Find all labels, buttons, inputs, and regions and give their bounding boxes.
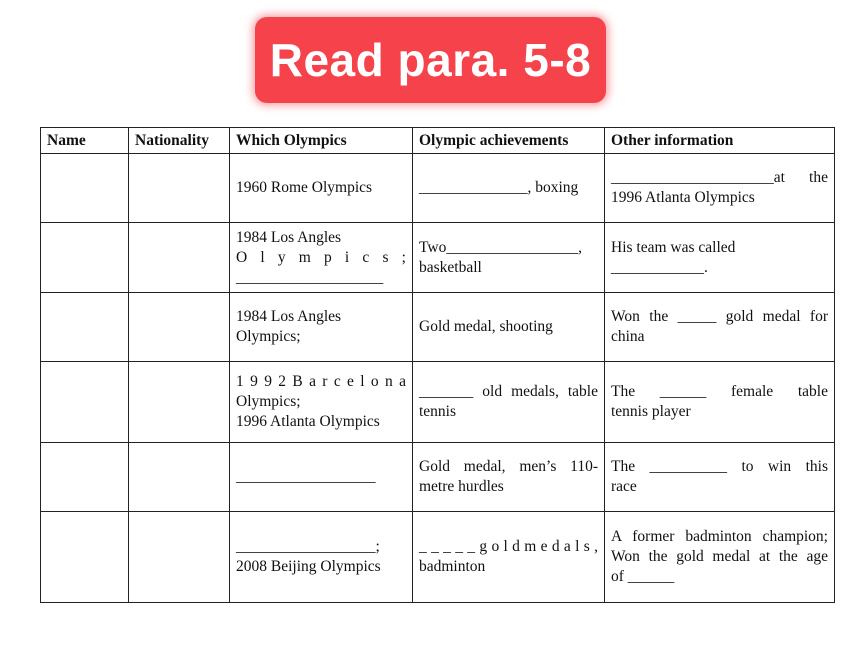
cell-line: ______________, boxing bbox=[419, 179, 579, 196]
name-cell[interactable] bbox=[41, 443, 129, 512]
name-cell[interactable] bbox=[41, 223, 129, 293]
cell-line: tennis player bbox=[611, 403, 691, 420]
cell-line: badminton bbox=[419, 558, 486, 575]
cell-line: metre hurdles bbox=[419, 478, 504, 495]
nationality-cell[interactable] bbox=[129, 443, 230, 512]
which-olympics-cell bbox=[230, 293, 413, 362]
other-info-cell bbox=[605, 443, 835, 512]
nationality-cell[interactable] bbox=[129, 223, 230, 293]
cell-line: 1984 Los Angles bbox=[236, 308, 342, 325]
nationality-cell[interactable] bbox=[129, 293, 230, 362]
header-which-olympics: Which Olympics bbox=[230, 128, 413, 154]
achievements-cell bbox=[413, 293, 605, 362]
cell-line: china bbox=[611, 328, 645, 345]
cell-line: 1 9 9 2 B a r c e l o n a bbox=[236, 373, 406, 390]
achievements-cell bbox=[413, 512, 605, 603]
cell-line: Gold medal, men’s 110- bbox=[419, 458, 598, 475]
cell-line: 1996 Atlanta Olympics bbox=[236, 413, 380, 430]
header-olympic-achievements: Olympic achievements bbox=[413, 128, 605, 154]
table-row bbox=[41, 512, 835, 603]
nationality-cell[interactable] bbox=[129, 154, 230, 223]
cell-line: __________________ bbox=[236, 468, 376, 485]
cell-line: 1960 Rome Olympics bbox=[236, 179, 373, 196]
achievements-cell bbox=[413, 154, 605, 223]
achievements-cell bbox=[413, 443, 605, 512]
table-row bbox=[41, 293, 835, 362]
cell-line: tennis bbox=[419, 403, 457, 420]
other-info-cell bbox=[605, 154, 835, 223]
page-title: Read para. 5-8 bbox=[269, 34, 592, 86]
cell-line: 2008 Beijing Olympics bbox=[236, 558, 381, 575]
which-olympics-cell bbox=[230, 154, 413, 223]
table-row bbox=[41, 362, 835, 443]
nationality-cell[interactable] bbox=[129, 512, 230, 603]
which-olympics-cell bbox=[230, 443, 413, 512]
which-olympics-cell bbox=[230, 512, 413, 603]
name-cell[interactable] bbox=[41, 362, 129, 443]
nationality-cell[interactable] bbox=[129, 362, 230, 443]
other-info-cell bbox=[605, 362, 835, 443]
table-header-row bbox=[41, 128, 835, 154]
table-row bbox=[41, 223, 835, 293]
which-olympics-cell bbox=[230, 362, 413, 443]
title-banner bbox=[255, 17, 606, 103]
cell-line: basketball bbox=[419, 258, 482, 276]
cell-line: Two_________________, bbox=[419, 238, 582, 256]
cell-line: A former badminton champion; bbox=[611, 528, 828, 545]
cell-line: Gold medal, shooting bbox=[419, 318, 553, 335]
other-info-cell bbox=[605, 223, 835, 293]
cell-line: ___________________ bbox=[236, 268, 384, 286]
header-nationality: Nationality bbox=[129, 128, 230, 154]
table-row bbox=[41, 443, 835, 512]
cell-line: race bbox=[611, 478, 637, 495]
achievements-cell bbox=[413, 223, 605, 293]
header-name: Name bbox=[41, 128, 129, 154]
cell-line: ____________. bbox=[611, 258, 708, 276]
header-other-information: Other information bbox=[605, 128, 835, 154]
name-cell[interactable] bbox=[41, 154, 129, 223]
table-row bbox=[41, 154, 835, 223]
name-cell[interactable] bbox=[41, 293, 129, 362]
cell-line: Won the gold medal at the age bbox=[611, 548, 828, 565]
cell-line: His team was called bbox=[611, 238, 736, 256]
cell-line: _ _ _ _ _ g o l d m e d a l s , bbox=[419, 538, 598, 555]
cell-line: _______ old medals, table bbox=[419, 383, 598, 400]
cell-line: The __________ to win this bbox=[611, 458, 828, 475]
other-info-cell bbox=[605, 512, 835, 603]
cell-line: 1996 Atlanta Olympics bbox=[611, 189, 755, 206]
other-info-cell bbox=[605, 293, 835, 362]
achievements-cell bbox=[413, 362, 605, 443]
cell-line: _____________________at the bbox=[611, 169, 828, 186]
cell-line: Olympics; bbox=[236, 393, 301, 410]
cell-line: 1984 Los Angles bbox=[236, 228, 342, 246]
cell-line: O l y m p i c s ; bbox=[236, 248, 406, 266]
olympic-info-table bbox=[40, 127, 835, 603]
cell-line: __________________; bbox=[236, 538, 380, 555]
name-cell[interactable] bbox=[41, 512, 129, 603]
cell-line: Olympics; bbox=[236, 328, 301, 345]
cell-line: Won the _____ gold medal for bbox=[611, 308, 828, 325]
which-olympics-cell bbox=[230, 223, 413, 293]
cell-line: of ______ bbox=[611, 568, 675, 585]
cell-line: The ______ female table bbox=[611, 383, 828, 400]
